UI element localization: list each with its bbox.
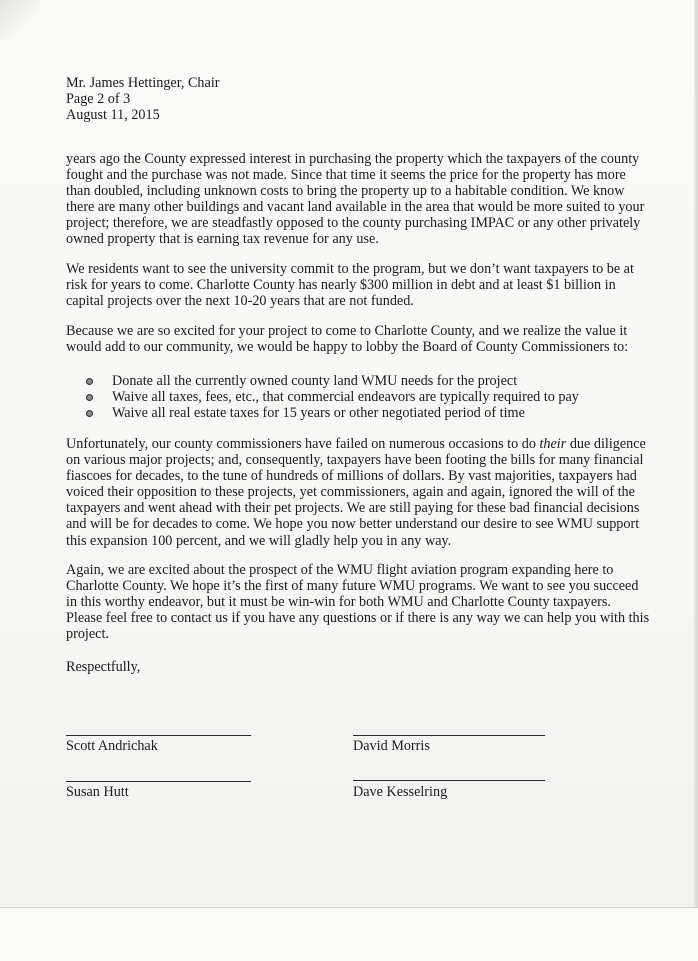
bullet-icon <box>86 378 93 385</box>
text-span: Unfortunately, our county commissioners have failed on numerous occasions to do <box>66 436 540 452</box>
page-edge-shadow <box>694 0 698 960</box>
paragraph-taxpayer-risk <box>66 261 638 309</box>
signatory-name: Dave Kesselring <box>353 784 448 800</box>
list-item <box>86 405 579 421</box>
recipient-line: Mr. James Hettinger, Chair <box>66 75 220 91</box>
text-line: project; therefore, we are steadfastly opposed to the county purchasing IMPAC or any other privately <box>66 215 641 232</box>
text-line: Charlotte County. We hope it’s the first of many future WMU programs. We want to see you succeed <box>66 578 639 595</box>
text-line: taxpayers and went ahead with their pet projects. We are still paying for these bad financial decisions <box>66 500 640 517</box>
paragraph-property <box>66 151 645 248</box>
list-item <box>86 373 579 389</box>
text-line: project. <box>66 626 109 643</box>
text-line: years ago the County expressed interest in purchasing the property which the taxpayers of the county <box>66 151 640 167</box>
letter-date: August 11, 2015 <box>66 107 160 124</box>
signature-line <box>66 735 251 736</box>
signatory-name: Susan Hutt <box>66 784 129 800</box>
bullet-icon <box>86 410 93 417</box>
letter-header <box>66 75 220 123</box>
text-line: fiascoes for decades, to the tune of hundreds of millions of dollars. By vast majorities, taxpayers had <box>66 468 637 485</box>
text-line: than doubled, including unknown costs to bring the property up to a habitable condition. We know <box>66 183 625 200</box>
text-span: due diligence <box>566 436 646 452</box>
text-line <box>66 436 646 452</box>
text-line: Because we are so excited for your project to come to Charlotte County, and we realize the value it <box>66 323 628 339</box>
text-line: owned property that is earning tax revenue for any use. <box>66 231 379 248</box>
page-number: Page 2 of 3 <box>66 91 131 108</box>
list-item <box>86 389 579 405</box>
paragraph-lobby <box>66 323 638 355</box>
paragraph-closing-remarks <box>66 562 650 643</box>
text-line: voiced their opposition to these projects, yet commissioners, again and again, ignored the will of the <box>66 484 635 501</box>
list-item-text: Waive all real estate taxes for 15 years or other negotiated period of time <box>112 405 525 422</box>
closing-salutation: Respectfully, <box>66 659 141 675</box>
signatory-name: Scott Andrichak <box>66 738 158 754</box>
text-line: capital projects over the next 10-20 years that are not funded. <box>66 293 414 310</box>
text-line: Please feel free to contact us if you have any questions or if there is any way we can help you with this <box>66 610 650 627</box>
request-list <box>86 373 579 421</box>
text-line: fought and the purchase was not made. Since that time it seems the price for the property has more <box>66 167 626 184</box>
text-line: in this worthy endeavor, but it must be win-win for both WMU and Charlotte County taxpayers. <box>66 594 611 611</box>
paragraph-commissioners <box>66 436 646 549</box>
list-item-text: Waive all taxes, fees, etc., that commercial endeavors are typically required to pay <box>112 389 579 406</box>
text-line: We residents want to see the university commit to the program, but we don’t want taxpayers to be at <box>66 261 634 277</box>
signature-line <box>353 735 545 736</box>
text-line: this expansion 100 percent, and we will gladly help you in any way. <box>66 532 452 549</box>
signatory-name: David Morris <box>353 738 430 754</box>
text-line: risk for years to come. Charlotte County has nearly $300 million in debt and at least $1 billion in <box>66 277 616 294</box>
signature-line <box>353 780 545 781</box>
page-footer-area <box>0 907 698 961</box>
page-corner-shadow <box>0 0 40 40</box>
text-line: Again, we are excited about the prospect of the WMU flight aviation program expanding here to <box>66 562 614 578</box>
text-line: there are many other buildings and vacant land available in the area that would be more suited to your <box>66 199 645 216</box>
text-line: and will be for decades to come. We hope you now better understand our desire to see WMU support <box>66 516 640 533</box>
signature-line <box>66 781 251 782</box>
list-item-text: Donate all the currently owned county land WMU needs for the project <box>112 373 518 389</box>
emphasis-text: their <box>539 436 567 452</box>
text-line: on various major projects; and, consequently, taxpayers have been footing the bills for many financial <box>66 452 644 469</box>
bullet-icon <box>86 394 93 401</box>
text-line: would add to our community, we would be happy to lobby the Board of County Commissioners to: <box>66 339 629 356</box>
